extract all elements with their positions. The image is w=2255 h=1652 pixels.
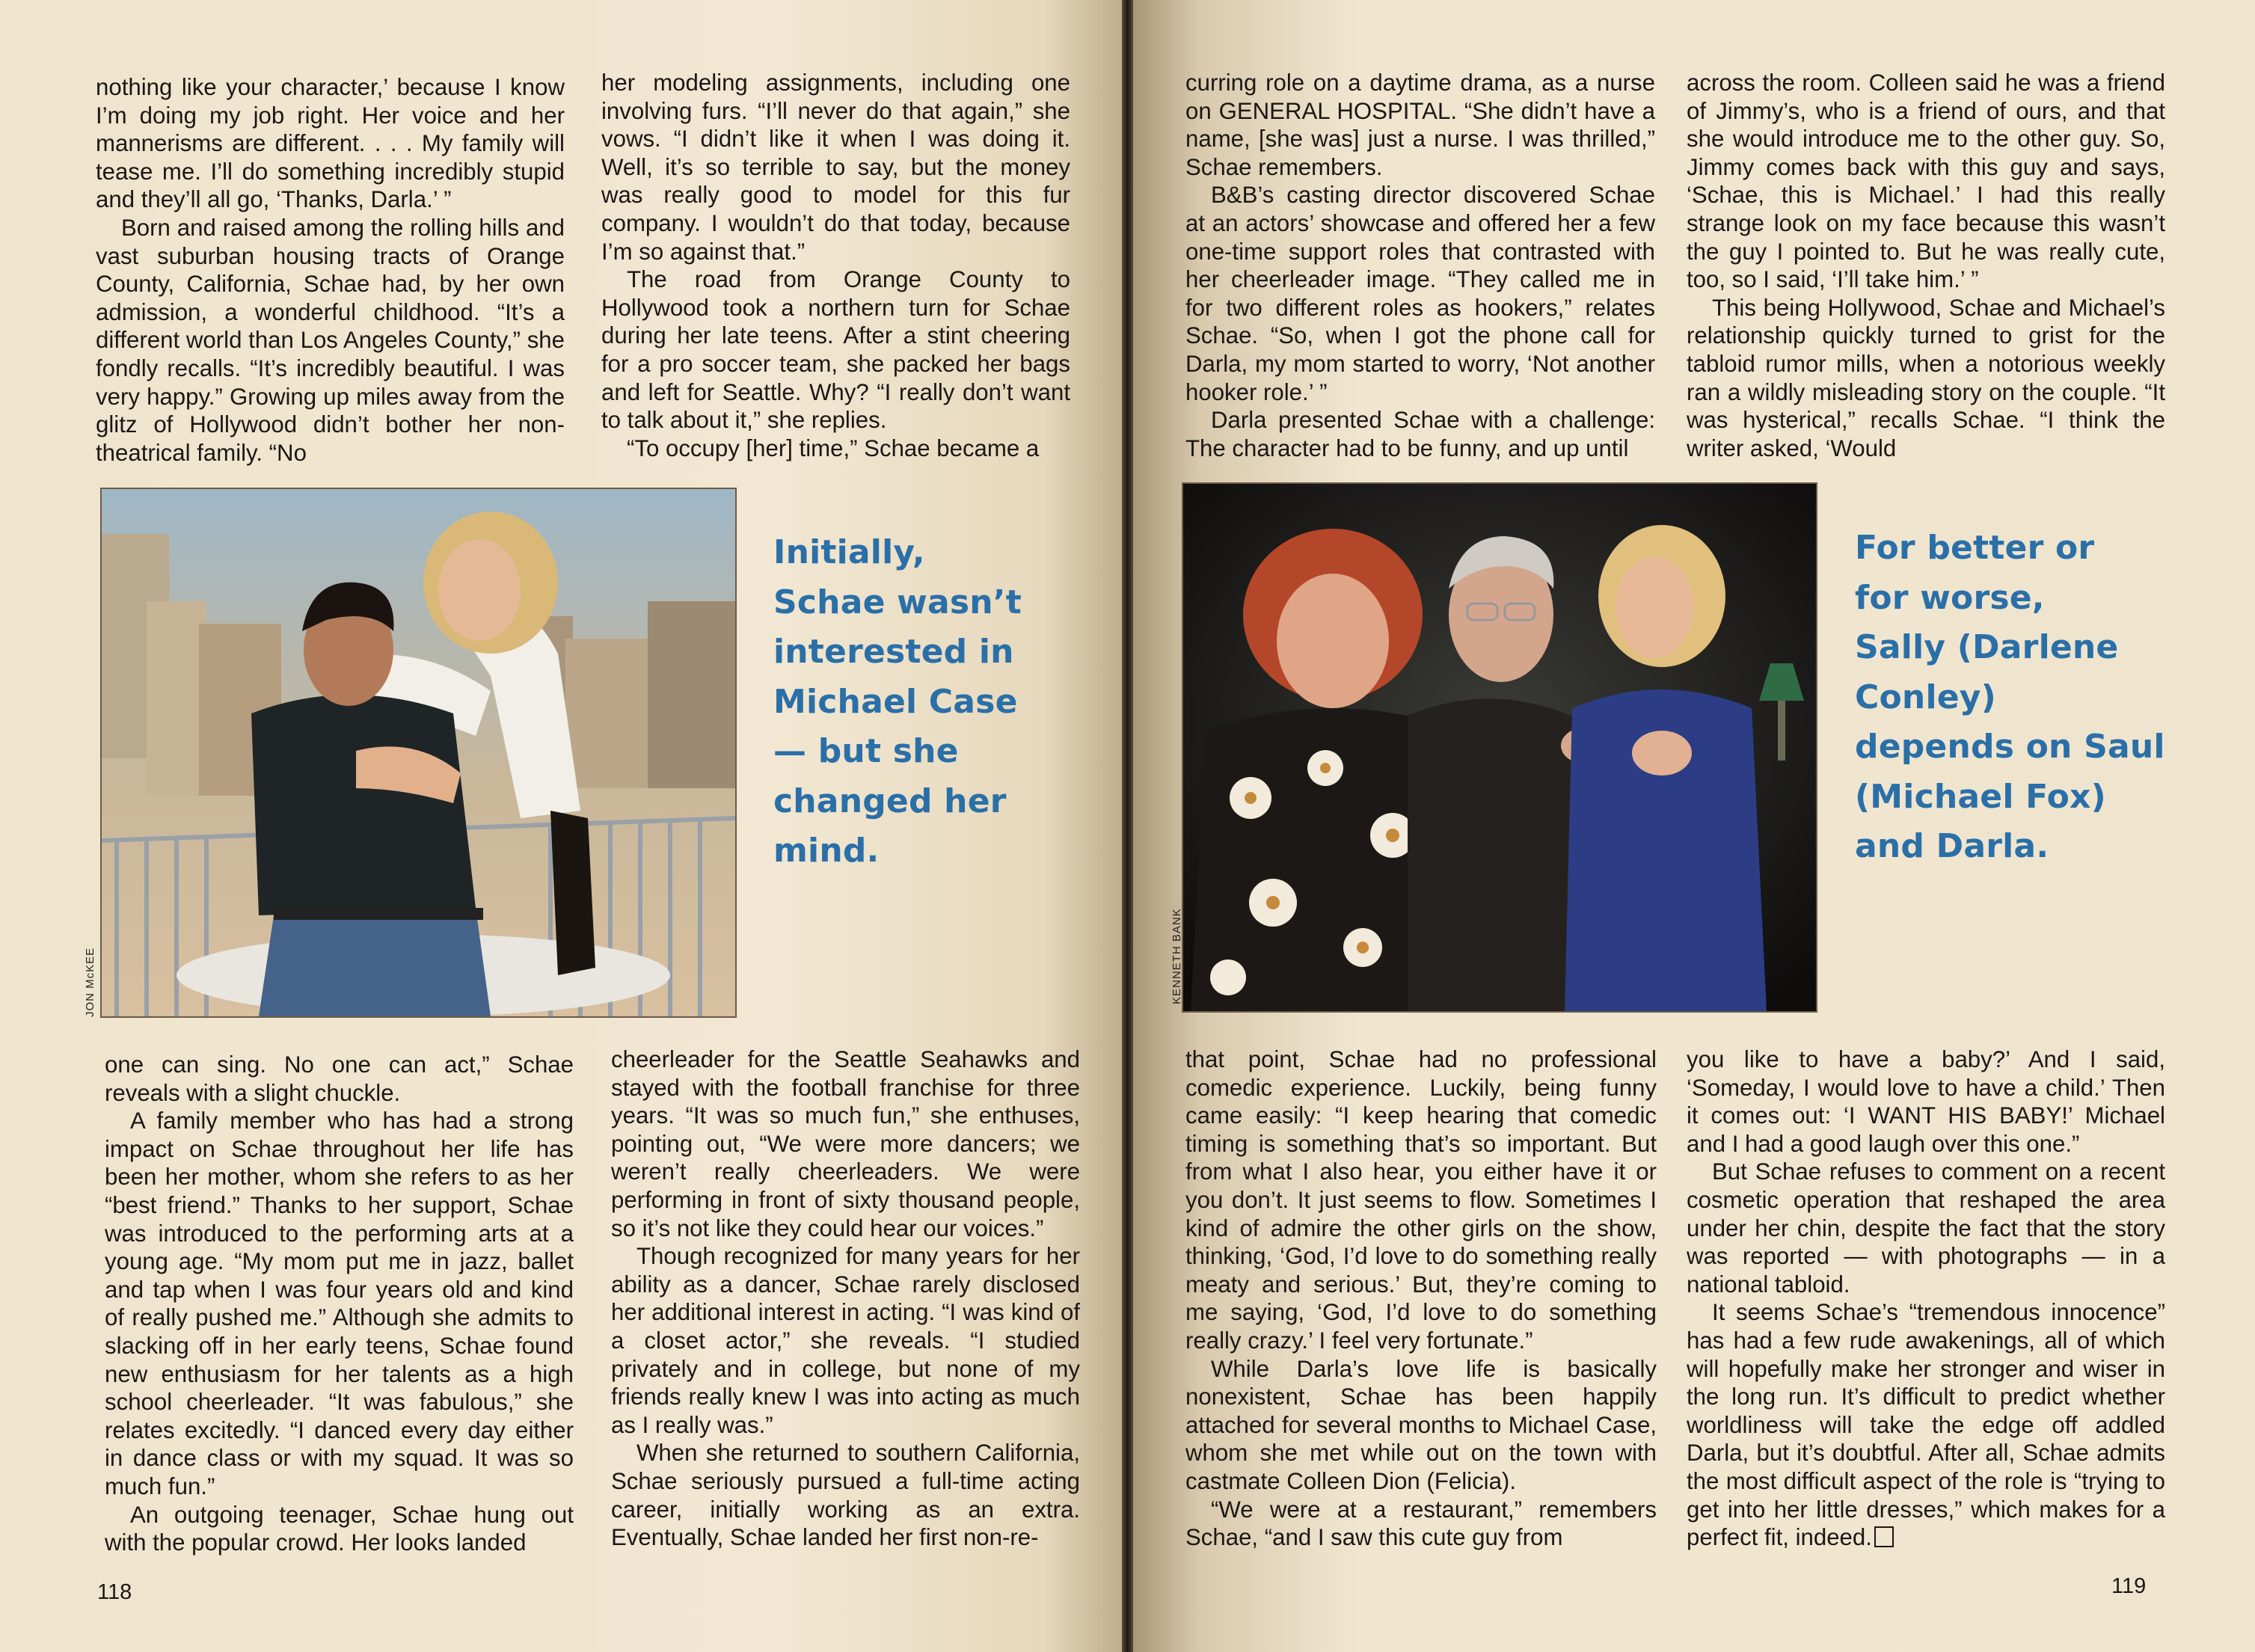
caption-line: interested in <box>773 633 1014 671</box>
left-top-column-1 <box>96 73 565 467</box>
right-top-column-1 <box>1185 69 1655 462</box>
paragraph: While Darla’s love life is basically nonexistent, Schae has been happily attached for several months to Michael Case, whom she met while out on the town with castmate Colleen Dion (Felicia). <box>1185 1355 1657 1494</box>
paragraph: nothing like your character,’ because I know I’m doing my job right. Her voice and her mannerisms are different. . . . My family will tease me. I’ll do something incredibly stupid and they’ll all go, ‘Thanks, Darla.’ ” <box>96 74 565 213</box>
paragraph: Though recognized for many years for her ability as a dancer, Schae rarely disclosed her additional interest in acting. “I was kind of a closet actor,” she reveals. “I studied privately and in college, but none of my friends really knew I was into acting as much as I really was.” <box>611 1243 1080 1438</box>
page-number-left: 118 <box>97 1580 132 1604</box>
caption-line: mind. <box>773 832 880 870</box>
paragraph: An outgoing teenager, Schae hung out with the popular crowd. Her looks landed <box>105 1501 574 1556</box>
caption-right <box>1855 523 2184 872</box>
caption-line: Michael Case <box>773 682 1018 721</box>
caption-line: Conley) <box>1855 678 1996 716</box>
paragraph: A family member who has had a strong impact on Schae throughout her life has been her mother, whom she refers to as her “best friend.” Thanks to her support, Schae was introduced to the performing arts at a young age. “My mom put me in jazz, ballet and tap when I was four years old and kind of really pushed me.” Although she admits to slacking off in her early teens, Schae found new enthusiasm for her talents as a high school cheerleader. “It was fabulous,” she relates excitedly. “I danced every day either in dance class or with my squad. It was so much fun.” <box>105 1108 574 1499</box>
paragraph: across the room. Colleen said he was a friend of Jimmy’s, who is a friend of ours, and that she would introduce me to the other guy. So, Jimmy comes back with this guy and says, ‘Schae, this is Michael.’ I had this really strange look on my face because this wasn’t the guy I pointed to. But he was really cute, too, so I said, ‘I’ll take him.’ ” <box>1687 70 2165 293</box>
caption-line: and Darla. <box>1855 827 2049 865</box>
photo-credit-left: JON McKEE <box>84 947 96 1017</box>
left-bottom-column-1 <box>105 1051 574 1557</box>
caption-line: for worse, <box>1855 578 2045 617</box>
paragraph: This being Hollywood, Schae and Michael’s relationship quickly turned to grist for the tabloid rumor mills, when a notorious weekly ran a wildly misleading story on the couple. “It was hysterical,” recalls Schae. “I think the writer asked, ‘Would <box>1687 294 2165 461</box>
photo-credit-right: KENNETH BANK <box>1171 908 1183 1004</box>
caption-left <box>773 528 1087 876</box>
end-mark-icon <box>1874 1526 1894 1547</box>
caption-line: Initially, <box>773 533 925 571</box>
paragraph: one can sing. No one can act,” Schae reveals with a slight chuckle. <box>105 1051 574 1106</box>
paragraph: her modeling assignments, including one involving furs. “I’ll never do that again,” she vows. “I didn’t like it when I was doing it. Well, it’s so terrible to say, but the money was really good to model for this fur company. I wouldn’t do that today, because I’m so against that.” <box>601 70 1070 265</box>
caption-line: For better or <box>1855 529 2095 567</box>
left-bottom-column-2 <box>611 1045 1080 1552</box>
right-bottom-column-1 <box>1185 1045 1657 1552</box>
caption-line: Schae wasn’t <box>773 583 1022 621</box>
paragraph: “To occupy [her] time,” Schae became a <box>627 435 1040 461</box>
caption-line: depends on Saul <box>1855 728 2165 766</box>
caption-line: — but she <box>773 732 959 770</box>
right-top-column-2 <box>1687 69 2165 462</box>
couple-photo-illustration <box>102 489 735 1016</box>
paragraph: The road from Orange County to Hollywood took a northern turn for Schae during her late teens. After a stint cheering for a pro soccer team, she packed her bags and left for Seattle. Why? “I really don’t want to talk about it,” she replies. <box>601 266 1070 434</box>
right-bottom-column-2 <box>1687 1045 2165 1552</box>
paragraph <box>1687 1298 2165 1551</box>
cast-photo-illustration <box>1183 484 1816 1011</box>
paragraph: cheerleader for the Seattle Seahawks and stayed with the football franchise for three years. “It was so much fun,” she enthuses, pointing out, “We were more dancers; we weren’t really cheerleaders. We were performing in front of sixty thousand people, so it’s not like they could hear our voices.” <box>611 1046 1080 1241</box>
paragraph: you like to have a baby?’ And I said, ‘Someday, I would love to have a child.’ Then it comes out: ‘I WANT HIS BABY!’ Michael and I had a good laugh over this one.” <box>1687 1046 2165 1157</box>
spine-gutter <box>1122 0 1133 1652</box>
cast-photo <box>1182 482 1817 1013</box>
paragraph: “We were at a restaurant,” remembers Schae, “and I saw this cute guy from <box>1185 1496 1657 1551</box>
paragraph: But Schae refuses to comment on a recent cosmetic operation that reshaped the area under her chin, despite the fact that the story was reported — with photographs — in a national tabloid. <box>1687 1158 2165 1298</box>
caption-line: Sally (Darlene <box>1855 628 2119 666</box>
right-page <box>1133 0 2255 1652</box>
closing-text: It seems Schae’s “tremendous innocence” has had a few rude awakenings, all of which will hopefully make her stronger and wiser in the long run. It’s difficult to predict whether worldliness will take the edge off addled Darla, but it’s doubtful. After all, Schae admits the most difficult aspect of the role is “trying to get into her little dresses,” which makes for a perfect fit, indeed. <box>1687 1299 2165 1551</box>
paragraph: curring role on a daytime drama, as a nurse on GENERAL HOSPITAL. “She didn’t have a name, [she was] just a nurse. I was thrilled,” Schae remembers. <box>1185 70 1655 180</box>
paragraph: Darla presented Schae with a challenge: The character had to be funny, and up until <box>1185 407 1655 461</box>
paragraph: When she returned to southern California, Schae seriously pursued a full-time acting career, initially working as an extra. Eventually, Schae landed her first non-re- <box>611 1440 1080 1551</box>
left-page <box>0 0 1122 1652</box>
caption-line: (Michael Fox) <box>1855 777 2106 816</box>
paragraph: that point, Schae had no professional comedic experience. Luckily, being funny came easily: “I keep hearing that comedic timing is something that’s so important. But from what I also hear, you either have it or you don’t. It just seems to flow. Sometimes I kind of admire the other girls on the show, thinking, ‘God, I’d love to do something really meaty and serious.’ But, they’re coming to me saying, ‘God, I’d love to do something really crazy.’ I feel very fortunate.” <box>1185 1046 1657 1354</box>
paragraph: B&B’s casting director discovered Schae at an actors’ showcase and offered her a few one-time support roles that contrasted with her cheerleader image. “They called me in for two different roles as hookers,” relates Schae. “So, when I got the phone call for Darla, my mom started to worry, ‘Not another hooker role.’ ” <box>1185 182 1655 405</box>
left-top-column-2 <box>601 69 1070 462</box>
caption-line: changed her <box>773 782 1007 820</box>
couple-photo <box>100 488 737 1018</box>
paragraph: Born and raised among the rolling hills and vast suburban housing tracts of Orange County, California, Schae had, by her own admission, a wonderful childhood. “It’s a different world than Los Angeles County,” she fondly recalls. “It’s incredibly beautiful. I was very happy.” Growing up miles away from the glitz of Hollywood didn’t bother her non-theatrical family. “No <box>96 214 565 466</box>
page-number-right: 119 <box>2111 1574 2147 1598</box>
